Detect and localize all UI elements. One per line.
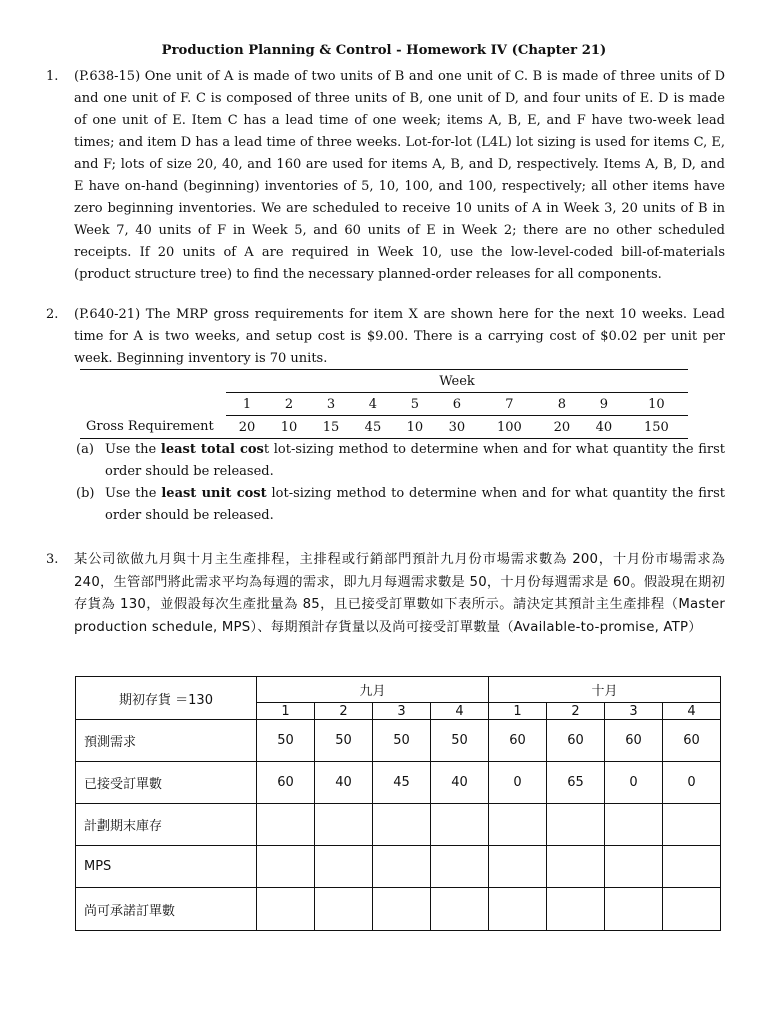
- mps-cell: 60: [605, 720, 663, 762]
- mps-cell: [257, 888, 315, 931]
- mps-cell: 60: [547, 720, 605, 762]
- mps-cell: [605, 888, 663, 931]
- mps-cell: 0: [489, 762, 547, 804]
- mps-cell: [257, 846, 315, 888]
- mps-row-label: 計劃期末庫存: [76, 804, 257, 846]
- question-2b: [76, 483, 726, 527]
- mps-cell: 65: [547, 762, 605, 804]
- mps-cell: 50: [315, 720, 373, 762]
- month-october: 十月: [489, 677, 721, 703]
- page-title: Production Planning & Control - Homework IV (Chapter 21): [161, 43, 607, 58]
- mps-cell: [489, 804, 547, 846]
- mps-cell: [663, 804, 721, 846]
- mps-cell: [257, 804, 315, 846]
- gross-requirement-value: 10: [280, 419, 298, 435]
- mps-week-number: 1: [257, 703, 315, 720]
- question-number: 3.: [46, 552, 59, 567]
- beginning-inventory-cell: 期初存貨 ＝130: [76, 677, 257, 720]
- mps-cell: [373, 846, 431, 888]
- mps-cell: 0: [663, 762, 721, 804]
- mps-week-number: 4: [431, 703, 489, 720]
- question-1: [46, 66, 726, 286]
- question-text: (P.640-21) The MRP gross requirements for item X are shown here for the next 10 weeks. Lead time for A is two weeks, and setup cost is $9.00. There is a carrying cost of $0.02 per unit per week. Beginning inventory is 70 units.: [74, 307, 725, 366]
- mps-week-number: 4: [663, 703, 721, 720]
- mps-cell: 0: [605, 762, 663, 804]
- mps-cell: 50: [431, 720, 489, 762]
- mps-cell: [663, 846, 721, 888]
- mps-cell: [373, 804, 431, 846]
- week-number: 5: [394, 393, 436, 416]
- mps-table-row: [76, 720, 721, 762]
- mps-row-label: MPS: [76, 846, 257, 888]
- mps-cell: [315, 804, 373, 846]
- mps-cell: 45: [373, 762, 431, 804]
- mps-cell: [315, 846, 373, 888]
- week-number: 1: [226, 393, 268, 416]
- week-number: 2: [268, 393, 310, 416]
- week-number: 6: [436, 393, 478, 416]
- question-text: (P.638-15) One unit of A is made of two units of B and one unit of C. B is made of three units of D and one unit of F. C is composed of three units of B, one unit of D, and four units of E. D is made of one unit of E. Item C has a lead time of one week; items A, B, E, and F have two-week lead times; and item D has a lead time of three weeks. Lot-for-lot (L4L) lot sizing is used for items C, E, and F; lots of size 20, 40, and 160 are used for items A, B, and D, respectively. Items A, B, D, and E have on-hand (beginning) inventories of 5, 10, 100, and 100, respectively; all other items have zero beginning inventories. We are scheduled to receive 10 units of A in Week 3, 20 units of B in Week 7, 40 units of F in Week 5, and 60 units of E in Week 2; there are no other scheduled receipts. If 20 units of A are required in Week 10, use the low-level-coded bill-of-materials (product structure tree) to find the necessary planned-order releases for all components.: [74, 69, 725, 282]
- mps-row-label: 預測需求: [76, 720, 257, 762]
- mps-cell: [431, 804, 489, 846]
- question-number: 2.: [46, 307, 59, 322]
- subquestion-text: Use the least unit cost lot-sizing method to determine when and for what quantity the first order should be released.: [105, 486, 725, 523]
- mps-cell: 40: [315, 762, 373, 804]
- gross-requirement-value: 10: [406, 419, 424, 435]
- mps-table-row: [76, 804, 721, 846]
- question-number: 1.: [46, 69, 59, 84]
- mps-cell: [605, 804, 663, 846]
- mps-week-number: 1: [489, 703, 547, 720]
- mps-cell: 50: [257, 720, 315, 762]
- mps-week-number: 2: [315, 703, 373, 720]
- week-number: 3: [310, 393, 352, 416]
- question-2: [46, 304, 726, 370]
- subquestion-tag: (a): [76, 442, 94, 457]
- mps-cell: [547, 888, 605, 931]
- mps-table-row: [76, 846, 721, 888]
- gross-requirement-value: 100: [496, 419, 522, 435]
- gross-requirement-value: 20: [238, 419, 256, 435]
- mps-cell: 60: [489, 720, 547, 762]
- week-number: 7: [478, 393, 541, 416]
- gross-requirement-value: 20: [553, 419, 571, 435]
- gross-requirement-table: [80, 369, 688, 439]
- mps-table: [75, 676, 721, 931]
- gross-requirement-value: 40: [595, 419, 613, 435]
- mps-cell: 60: [663, 720, 721, 762]
- mps-table-row: [76, 888, 721, 931]
- method-name: least total cos: [160, 442, 264, 457]
- week-number: 8: [541, 393, 583, 416]
- mps-week-number: 3: [605, 703, 663, 720]
- month-september: 九月: [257, 677, 489, 703]
- mps-cell: [431, 846, 489, 888]
- mps-table-row: [76, 762, 721, 804]
- mps-cell: 60: [257, 762, 315, 804]
- mps-cell: 40: [431, 762, 489, 804]
- mps-row-label: 尚可承諾訂單數: [76, 888, 257, 931]
- mps-week-number: 2: [547, 703, 605, 720]
- mps-cell: [489, 846, 547, 888]
- method-name: least unit cost: [161, 486, 267, 501]
- mps-cell: [373, 888, 431, 931]
- subquestion-tag: (b): [76, 486, 95, 501]
- mps-cell: [489, 888, 547, 931]
- mps-cell: [547, 846, 605, 888]
- gross-requirement-value: 15: [322, 419, 340, 435]
- row-label: Gross Requirement: [86, 419, 214, 435]
- gross-requirement-value: 150: [644, 419, 669, 435]
- gross-requirement-value: 45: [364, 419, 382, 435]
- question-2a: [76, 439, 726, 483]
- mps-cell: [315, 888, 373, 931]
- week-header: Week: [226, 370, 688, 393]
- subquestion-text: Use the least total cost lot-sizing method to determine when and for what quantity the first order should be released.: [105, 442, 725, 479]
- mps-row-label: 已接受訂單數: [76, 762, 257, 804]
- mps-week-number: 3: [373, 703, 431, 720]
- week-number: 10: [625, 393, 688, 416]
- mps-cell: [663, 888, 721, 931]
- mps-cell: [431, 888, 489, 931]
- mps-cell: [605, 846, 663, 888]
- question-3: [46, 549, 726, 674]
- question-text: 某公司欲做九月與十月主生產排程，主排程或行銷部門預計九月份市場需求數為 200，十月份市場需求為 240，生管部門將此需求平均為每週的需求，即九月每週需求數是 50，十月份每週需求是 60。假設現在期初存貨為 130，並假設每次生產批量為 85，且已接受訂單數如下表所示。請決定其預計主生產排程（Master production schedule, MPS）、每期預計存貨量以及尚可接受訂單數量（Available-to-promise, ATP）: [74, 552, 725, 635]
- mps-cell: [547, 804, 605, 846]
- gross-requirement-value: 30: [448, 419, 466, 435]
- mps-cell: 50: [373, 720, 431, 762]
- week-number: 9: [583, 393, 625, 416]
- week-number: 4: [352, 393, 394, 416]
